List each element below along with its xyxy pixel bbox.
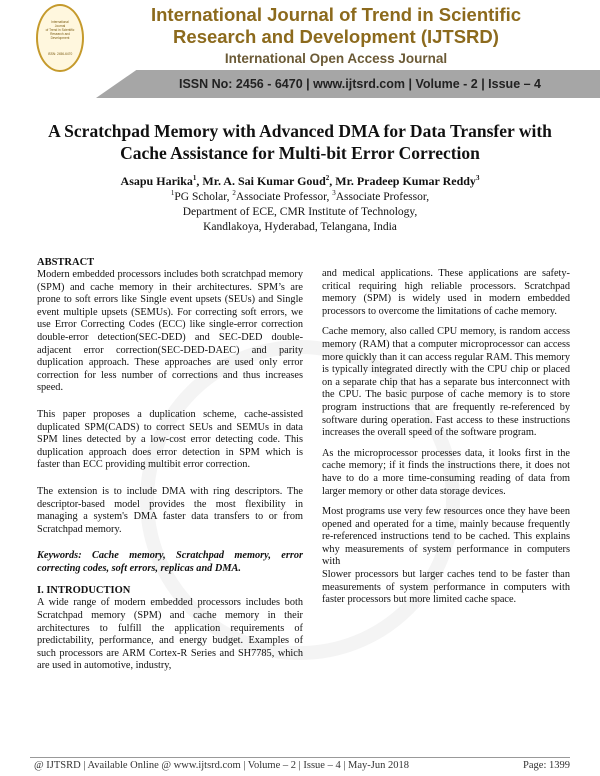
author-name: Mr. Pradeep Kumar Reddy (335, 174, 476, 188)
section-heading: I. INTRODUCTION (37, 585, 131, 597)
author-list: Asapu Harika$^1$, Mr. A. Sai Kumar Goud$^2$, Mr. Pradeep Kumar Reddy$^3$ (120, 174, 480, 188)
logo-text: Development (50, 36, 70, 40)
journal-title-line: Research and Development (IJTSRD) (173, 26, 499, 47)
affiliation (30, 186, 570, 235)
role: Associate Professor, (235, 190, 333, 203)
author-sup: 1 (192, 174, 197, 182)
journal-banner (0, 0, 600, 100)
body-paragraph: Slower processors but larger caches tend to be faster than measurements of system performance in computers with faster processors but more limited cache space. (322, 569, 570, 606)
journal-title (96, 4, 576, 48)
journal-logo (36, 4, 84, 72)
paper-title-line: A Scratchpad Memory with Advanced DMA for Data Transfer with (48, 121, 552, 141)
paper-title-line: Cache Assistance for Multi-bit Error Correction (120, 143, 480, 163)
abstract-paragraph: Modern embedded processors includes both scratchpad memory (SPM) and cache memory in their architectures. SPM’s are prone to soft errors like Single event upsets (SEUs) and Single event multiple upsets (SEMUs). For correcting soft errors, we use Error Correcting Codes (ECC) like single-error correction double-error detection(SEC-DED) and SEC-DED double-adjacent error correction(SEC-DED-DAEC) and parity duplication approach. These approaches are used only error correction for less number of corrections and thus increases speed. (37, 269, 303, 394)
paper-title (30, 120, 570, 164)
logo-text: Research and (50, 32, 70, 36)
issn-line: ISSN No: 2456 - 6470 | www.ijtsrd.com | Volume - 2 | Issue – 4 (178, 77, 541, 91)
role-sup: 1 (170, 189, 175, 197)
open-access-label: International Open Access Journal (224, 51, 448, 66)
author-name: Asapu Harika (120, 174, 193, 188)
body-paragraph: Most programs use very few resources once they have been opened and operated for a time, mainly because frequently re-referenced instructions tend to be cached. This explains why measurements of system performance in computers with (322, 506, 570, 568)
body-paragraph: As the microprocessor processes data, it looks first in the cache memory; if it finds the instructions there, it does not have to do a more time-consuming reading of data from larger memory or other data storage devices. (322, 447, 570, 497)
abstract-heading: ABSTRACT (37, 257, 95, 268)
role-sup: 2 (232, 189, 236, 197)
footer-rule (30, 757, 570, 758)
logo-text: ISSN: 2456-6470 (47, 52, 73, 56)
author-name: Mr. A. Sai Kumar Goud (202, 174, 326, 188)
journal-title-line: International Journal of Trend in Scientific (150, 4, 522, 25)
page-number: Page: 1399 (523, 760, 570, 771)
department: Department of ECE, CMR Institute of Technology, (182, 205, 418, 218)
abstract-paragraph: The extension is to include DMA with ring descriptors. The descriptor-based model provides the most flexibility in managing a system's DMA faster data transfers to or from Scratchpad memory. (37, 485, 303, 535)
role-sup: 3 (332, 189, 336, 197)
body-paragraph: and medical applications. These applications are safety-critical requiring high reliable processors. Scratchpad memory (SPM) is widely used in modern embedded processors to overcome the limitations of cache memory. (322, 268, 570, 317)
role: Associate Professor, (335, 190, 430, 203)
location: Kandlakoya, Hyderabad, Telangana, India (203, 220, 397, 233)
logo-text: Journal (54, 24, 66, 28)
logo-text: of Trend in Scientific (45, 28, 75, 32)
author-sup: 3 (475, 174, 480, 182)
body-paragraph: Cache memory, also called CPU memory, is random access memory (RAM) that a computer microprocessor can access more quickly than it can access regular RAM. This memory is typically integrated directly with the CPU chip or placed on a separate chip that has a separate bus interconnect with the CPU. The basic purpose of cache memory is to store program instructions that are frequently re-referenced by software during operation. Fast access to these instructions increases the overall speed of the software program. (322, 326, 570, 439)
intro-paragraph: A wide range of modern embedded processors includes both Scratchpad memory (SPM) and cache memory in their architectures to fulfill the application requirements of predictability, performance, and energy budget. Examples of such processors are ARM Cortex-R Series and SH7785, which are used in automotive, industry, (37, 597, 303, 672)
logo-text: International (51, 20, 69, 24)
left-column (37, 256, 303, 673)
author-sup: 2 (325, 174, 330, 182)
role: PG Scholar, (174, 190, 233, 203)
abstract-paragraph: This paper proposes a duplication scheme, cache-assisted duplicated SPM(CADS) to correct SEUs and SEMUs in data SPM lines detected by a low-cost error detecting code. This duplication approach does error detection in SPM which is faster than ECC providing multibit error correction. (37, 408, 303, 471)
keywords: Keywords: Cache memory, Scratchpad memory, error correcting codes, soft errors, replicas and DMA. (37, 550, 303, 574)
author-roles (30, 186, 570, 205)
right-column (322, 268, 570, 615)
footer-citation: @ IJTSRD | Available Online @ www.ijtsrd.com | Volume – 2 | Issue – 4 | May-Jun 2018 (34, 760, 410, 771)
